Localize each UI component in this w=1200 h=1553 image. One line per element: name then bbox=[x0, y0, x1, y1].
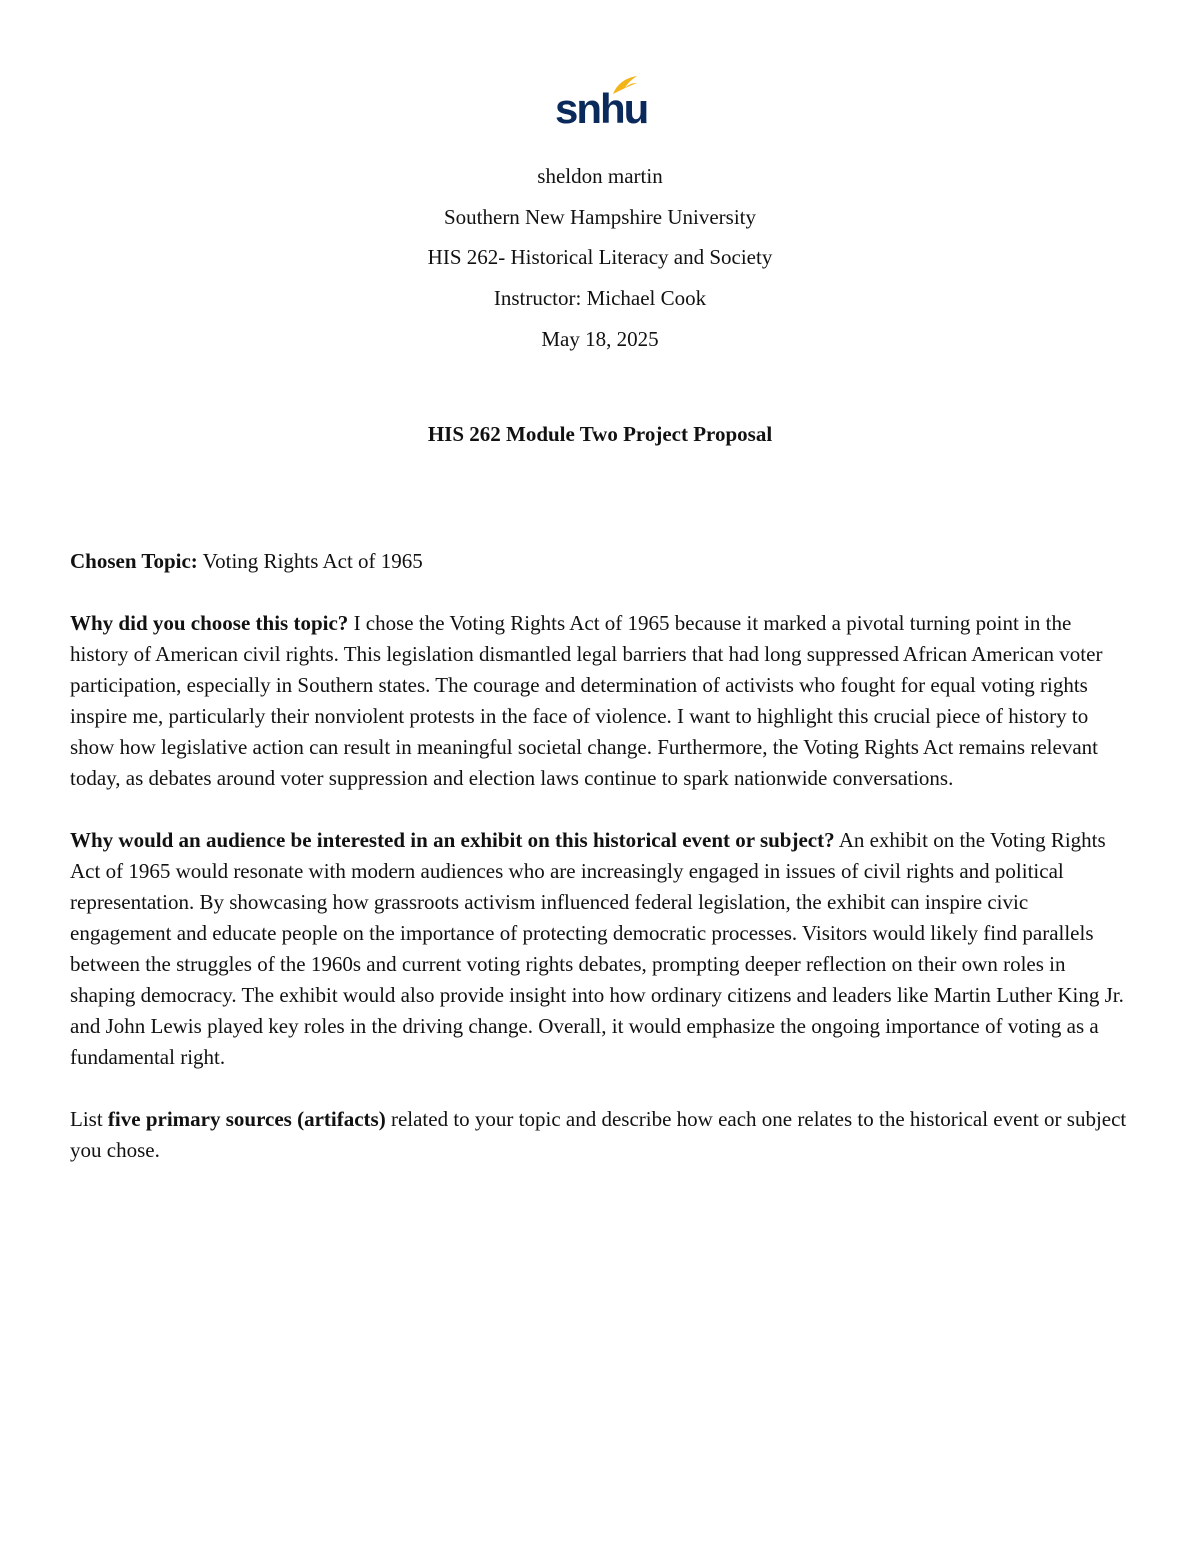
document-body bbox=[70, 546, 1130, 1197]
snhu-logo bbox=[555, 74, 648, 134]
course-name: HIS 262- Historical Literacy and Society bbox=[427, 245, 773, 270]
cover-header bbox=[0, 156, 1200, 360]
instructor-name: Instructor: Michael Cook bbox=[493, 286, 707, 311]
author-name: sheldon martin bbox=[537, 164, 663, 188]
chosen-topic-label: Chosen Topic: bbox=[70, 549, 198, 573]
sources-prompt-bold: five primary sources (artifacts) bbox=[107, 1107, 386, 1131]
why-audience-paragraph bbox=[70, 825, 1130, 1073]
why-audience-answer: An exhibit on the Voting Rights Act of 1965 would resonate with modern audiences who are increasingly engaged in issues of civil rights and political representation. By showcasing how grassroots activism influenced federal legislation, the exhibit can inspire civic engagement and educate people on the importance of protecting democratic processes. Visitors would likely find parallels between the struggles of the 1960s and current voting rights debates, prompting deeper reflection on their own roles in shaping democracy. The exhibit would also provide insight into how ordinary citizens and leaders like Martin Luther King Jr. and John Lewis played key roles in the driving change. Overall, it would emphasize the ongoing importance of voting as a fundamental right. bbox=[70, 828, 1124, 1069]
why-topic-paragraph bbox=[70, 608, 1130, 794]
document-date: May 18, 2025 bbox=[541, 326, 659, 351]
chosen-topic-paragraph bbox=[70, 546, 1130, 577]
why-topic-question: Why did you choose this topic? bbox=[70, 611, 349, 635]
chosen-topic-value: Voting Rights Act of 1965 bbox=[197, 549, 423, 573]
sources-prompt-suffix: related to your topic and describe how each one relates to the historical event or subject you chose. bbox=[70, 1107, 1127, 1162]
sources-prompt-paragraph bbox=[70, 1104, 1130, 1166]
why-audience-question: Why would an audience be interested in an exhibit on this historical event or subject? bbox=[70, 828, 835, 852]
why-topic-answer: I chose the Voting Rights Act of 1965 because it marked a pivotal turning point in the history of American civil rights. This legislation dismantled legal barriers that had long suppressed African American voter participation, especially in Southern states. The courage and determination of activists who fought for equal voting rights inspire me, particularly their nonviolent protests in the face of violence. I want to highlight this crucial piece of history to show how legislative action can result in meaningful societal change. Furthermore, the Voting Rights Act remains relevant today, as debates around voter suppression and election laws continue to spark nationwide conversations. bbox=[70, 611, 1103, 790]
university-name: Southern New Hampshire University bbox=[443, 204, 757, 229]
logo-wordmark: snhu bbox=[555, 85, 648, 132]
document-title: HIS 262 Module Two Project Proposal bbox=[427, 422, 773, 446]
sources-prompt-prefix: List bbox=[70, 1107, 108, 1131]
